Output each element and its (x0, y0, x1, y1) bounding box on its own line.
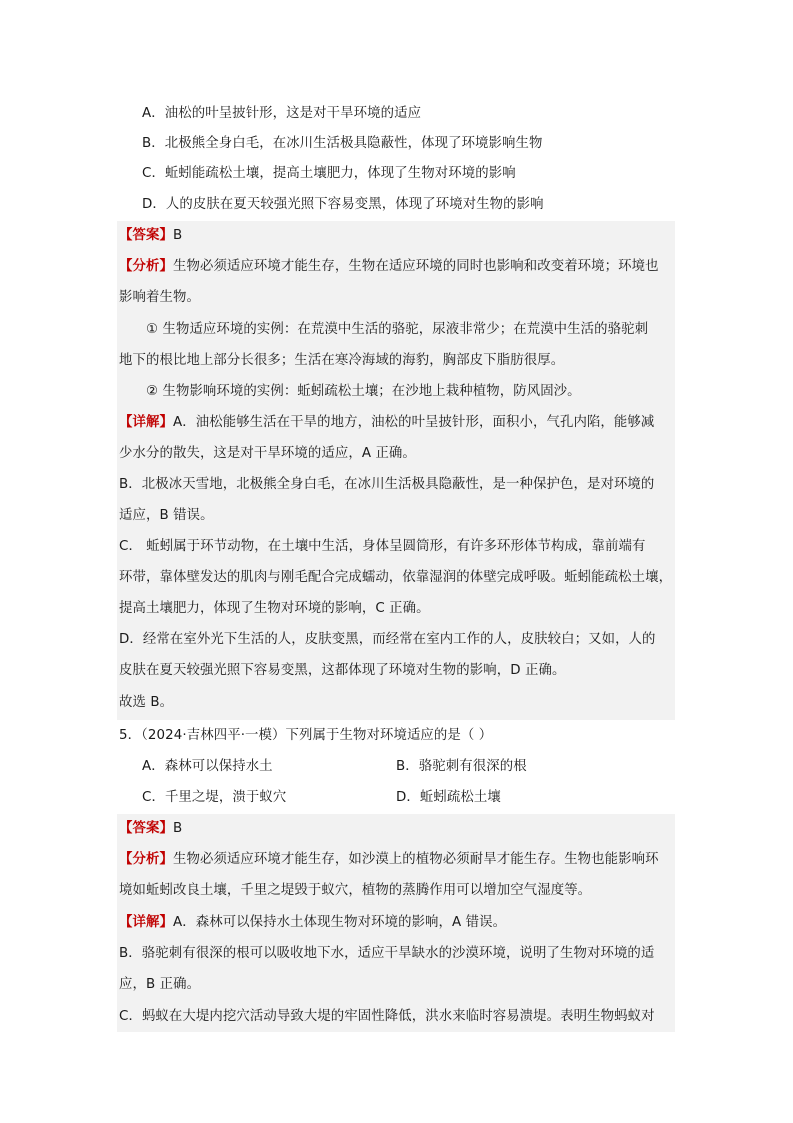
q4-option-d: D．人的皮肤在夏天较强光照下容易变黑，体现了环境对生物的影响 (142, 197, 544, 212)
analysis-tag: 【分析】 (119, 259, 173, 274)
analysis-text: 生物必须适应环境才能生存，如沙漠上的植物必须耐旱才能生存。生物也能影响环 (172, 852, 659, 867)
q4-analysis-point-1: ① 生物适应环境的实例：在荒漠中生活的骆驼，尿液非常少；在荒漠中生活的骆驼刺 (146, 322, 649, 337)
q4-detail-conclusion: 故选 B。 (119, 695, 174, 710)
q4-detail-line-4: 适应，B 错误。 (119, 508, 214, 523)
answer-tag: 【答案】 (119, 821, 173, 836)
q5-option-a: A．森林可以保持水土 (142, 759, 273, 774)
q5-detail-line-1 (119, 913, 506, 933)
q5-answer (119, 819, 182, 839)
analysis-tag: 【分析】 (119, 852, 173, 867)
q4-detail-line-3: B．北极冰天雪地，北极熊全身白毛，在冰川生活极具隐蔽性，是一种保护色，是对环境的 (119, 477, 655, 492)
q4-option-c: C．蚯蚓能疏松土壤，提高土壤肥力，体现了生物对环境的影响 (142, 166, 516, 181)
analysis-text: 生物必须适应环境才能生存，生物在适应环境的同时也影响和改变着环境；环境也 (172, 259, 659, 274)
q5-option-c: C．千里之堤，溃于蚁穴 (142, 790, 287, 805)
q4-option-b: B．北极熊全身白毛，在冰川生活极具隐蔽性，体现了环境影响生物 (142, 136, 543, 151)
q4-detail-line-5: C． 蚯蚓属于环节动物，在土壤中生活，身体呈圆筒形，有许多环形体节构成，靠前端有 (119, 539, 646, 554)
answer-tag: 【答案】 (119, 228, 173, 243)
answer-value: B (172, 228, 183, 243)
q4-detail-line-1 (119, 413, 654, 433)
q5-detail-line-4: C．蚂蚁在大堤内挖穴活动导致大堤的牢固性降低，洪水来临时容易溃堤。表明生物蚂蚁对 (119, 1009, 655, 1024)
q4-analysis-point-1-cont: 地下的根比地上部分长很多；生活在寒冷海域的海豹，胸部皮下脂肪很厚。 (119, 353, 565, 368)
q4-option-a: A．油松的叶呈披针形，这是对干旱环境的适应 (142, 106, 422, 121)
q4-analysis-line-2: 影响着生物。 (119, 290, 200, 305)
q5-analysis-line-1 (119, 850, 659, 870)
detail-text: A．森林可以保持水土体现生物对环境的影响，A 错误。 (172, 915, 507, 930)
q5-stem: 5．（2024·吉林四平·一模）下列属于生物对环境适应的是（ ） (119, 728, 493, 743)
q4-detail-line-9: 皮肤在夏天较强光照下容易变黑，这都体现了环境对生物的影响，D 正确。 (119, 663, 566, 678)
q5-option-b: B．骆驼刺有很深的根 (396, 759, 527, 774)
q5-detail-line-3: 应，B 正确。 (119, 977, 201, 992)
q4-detail-line-2: 少水分的散失，这是对干旱环境的适应，A 正确。 (119, 446, 416, 461)
q4-detail-line-7: 提高土壤肥力，体现了生物对环境的影响，C 正确。 (119, 601, 430, 616)
detail-tag: 【详解】 (119, 415, 173, 430)
detail-tag: 【详解】 (119, 915, 173, 930)
q4-detail-line-6: 环带，靠体壁发达的肌肉与刚毛配合完成蠕动，依靠湿润的体壁完成呼吸。蚯蚓能疏松土壤， (119, 570, 673, 585)
detail-text: A．油松能够生活在干旱的地方，油松的叶呈披针形，面积小，气孔内陷，能够减 (172, 415, 655, 430)
q4-answer (119, 226, 182, 246)
q4-analysis-line-1 (119, 257, 659, 277)
q4-detail-line-8: D．经常在室外光下生活的人，皮肤变黑，而经常在室内工作的人，皮肤较白；又如，人的 (119, 632, 656, 647)
q5-option-d: D．蚯蚓疏松土壤 (396, 790, 501, 805)
q5-detail-line-2: B．骆驼刺有很深的根可以吸收地下水，适应干旱缺水的沙漠环境，说明了生物对环境的适 (119, 946, 655, 961)
q5-analysis-line-2: 境如蚯蚓改良土壤，千里之堤毁于蚁穴，植物的蒸腾作用可以增加空气湿度等。 (119, 883, 592, 898)
answer-value: B (172, 821, 183, 836)
q4-analysis-point-2: ② 生物影响环境的实例：蚯蚓疏松土壤；在沙地上栽种植物，防风固沙。 (146, 384, 581, 399)
